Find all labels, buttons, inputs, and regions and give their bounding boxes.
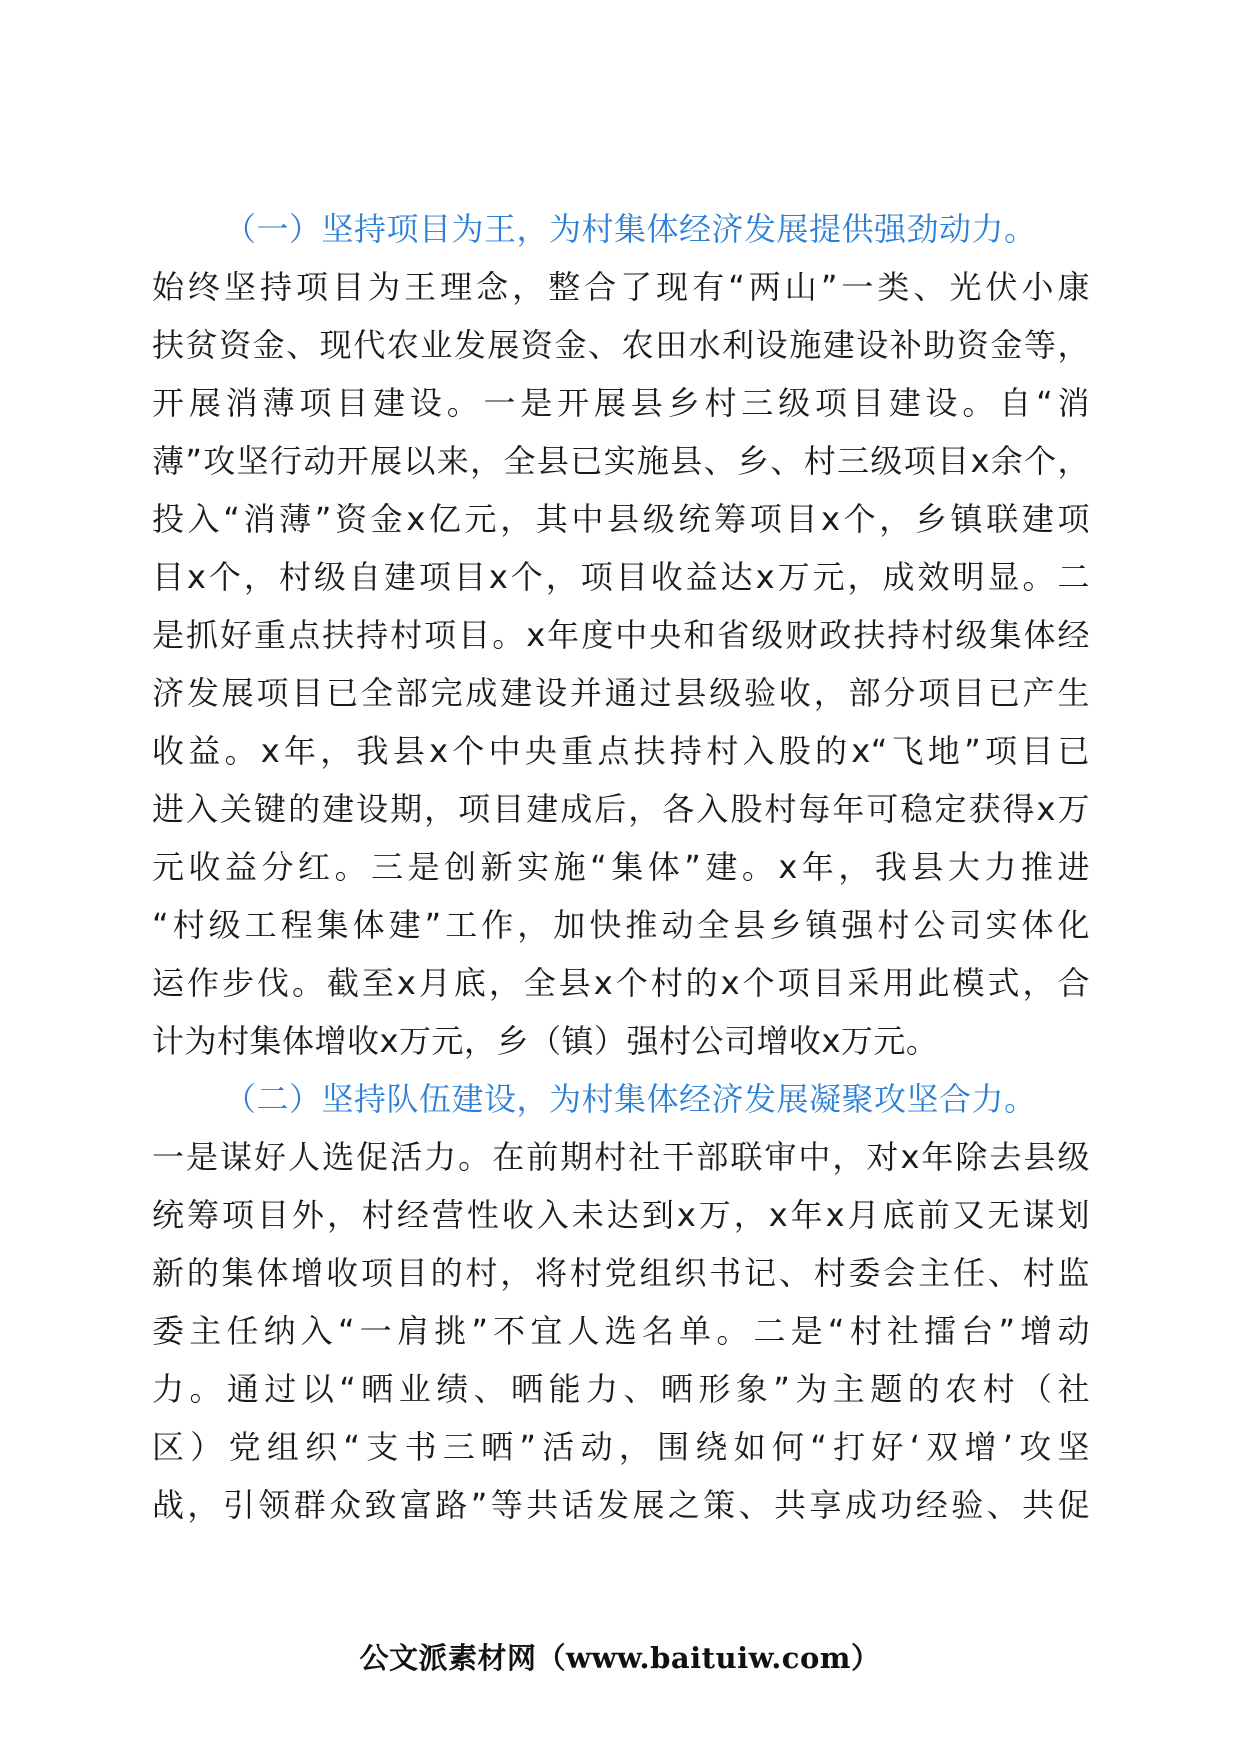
paragraph-line: 战，引领群众致富路”等共话发展之策、共享成功经验、共促	[152, 1486, 1090, 1524]
paragraph-line: 扶贫资金、现代农业发展资金、农田水利设施建设补助资金等，	[152, 326, 1090, 364]
paragraph-line: 开展消薄项目建设。一是开展县乡村三级项目建设。自“消	[152, 384, 1090, 422]
paragraph-line: 进入关键的建设期，项目建成后，各入股村每年可稳定获得x万	[152, 790, 1090, 828]
paragraph-line: 新的集体增收项目的村，将村党组织书记、村委会主任、村监	[152, 1254, 1090, 1292]
paragraph-line: 收益。x年，我县x个中央重点扶持村入股的x“飞地”项目已	[152, 732, 1090, 770]
paragraph-line: “村级工程集体建”工作，加快推动全县乡镇强村公司实体化	[152, 906, 1090, 944]
section-heading: （一）坚持项目为王，为村集体经济发展提供强劲动力。	[224, 210, 1037, 248]
paragraph-line: 区）党组织“支书三晒”活动，围绕如何“打好‘双增’攻坚	[152, 1428, 1090, 1466]
paragraph-line: 元收益分红。三是创新实施“集体”建。x年，我县大力推进	[152, 848, 1090, 886]
paragraph-line: 始终坚持项目为王理念，整合了现有“两山”一类、光伏小康	[152, 268, 1090, 306]
paragraph-line: 济发展项目已全部完成建设并通过县级验收，部分项目已产生	[152, 674, 1090, 712]
paragraph-line: 一是谋好人选促活力。在前期村社干部联审中，对x年除去县级	[152, 1138, 1090, 1176]
paragraph-line: 运作步伐。截至x月底，全县x个村的x个项目采用此模式，合	[152, 964, 1090, 1002]
paragraph-line: 计为村集体增收x万元，乡（镇）强村公司增收x万元。	[152, 1022, 939, 1060]
document-body	[152, 200, 1090, 1534]
paragraph-line: 委主任纳入“一肩挑”不宜人选名单。二是“村社擂台”增动	[152, 1312, 1090, 1350]
footer-watermark: 公文派素材网（www.baituiw.com）	[359, 1641, 881, 1675]
paragraph-line: 薄”攻坚行动开展以来，全县已实施县、乡、村三级项目x余个，	[152, 442, 1090, 480]
paragraph-line: 是抓好重点扶持村项目。x年度中央和省级财政扶持村级集体经	[152, 616, 1090, 654]
paragraph-line: 统筹项目外，村经营性收入未达到x万，x年x月底前又无谋划	[152, 1196, 1090, 1234]
paragraph-line: 目x个，村级自建项目x个，项目收益达x万元，成效明显。二	[152, 558, 1090, 596]
paragraph-line: 力。通过以“晒业绩、晒能力、晒形象”为主题的农村（社	[152, 1370, 1090, 1408]
paragraph-line: 投入“消薄”资金x亿元，其中县级统筹项目x个，乡镇联建项	[152, 500, 1090, 538]
section-heading: （二）坚持队伍建设，为村集体经济发展凝聚攻坚合力。	[224, 1080, 1037, 1118]
